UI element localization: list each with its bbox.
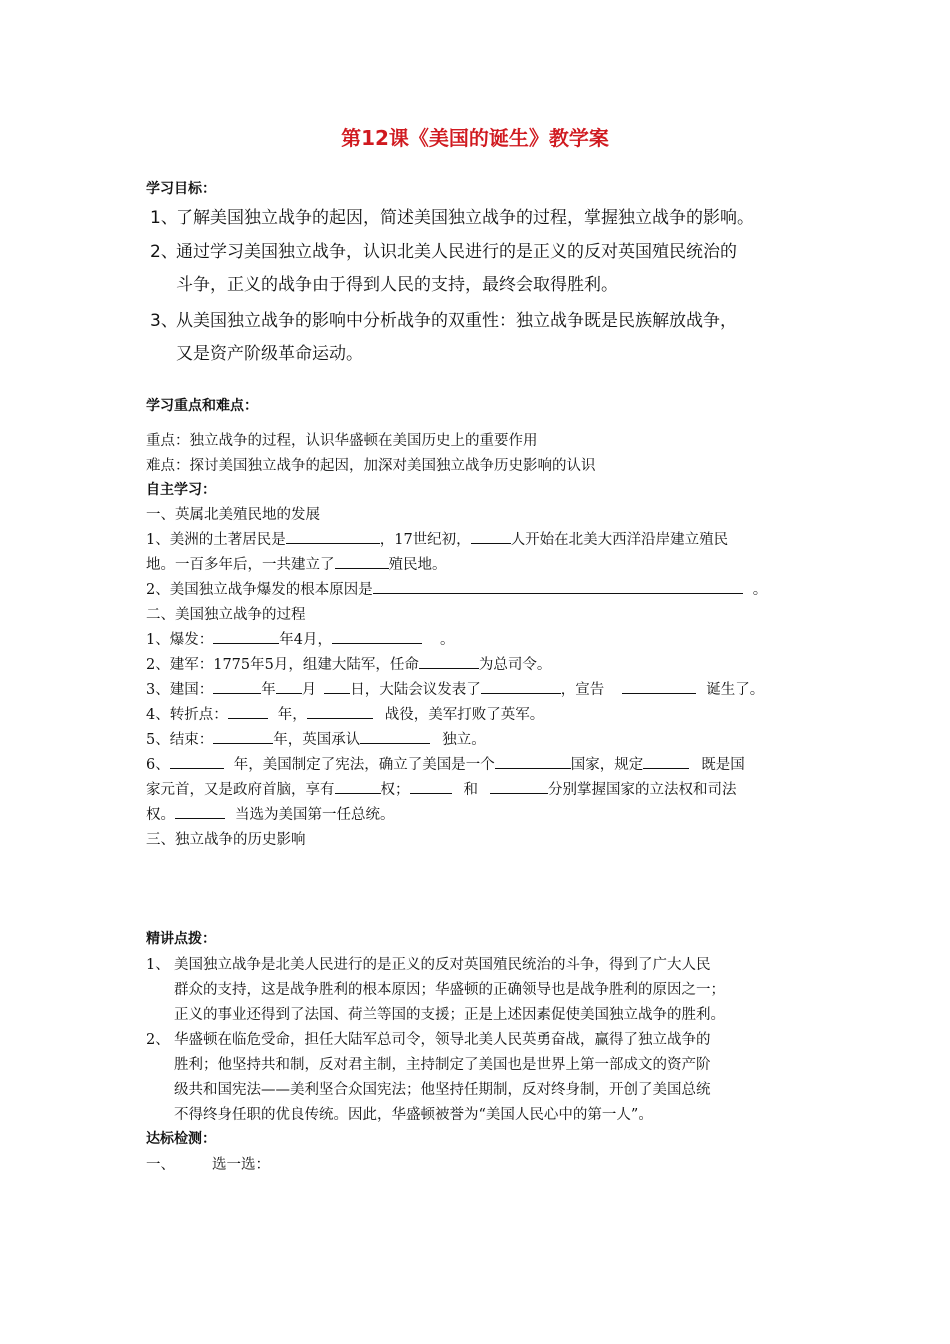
explain-1-line3: 正义的事业还得到了法国、荷兰等国的支援；正是上述因素促使美国独立战争的胜利。 <box>174 1007 725 1023</box>
q2-text-b: 。 <box>752 582 768 598</box>
explain-2-line4: 不得终身任职的优良传统。因此，华盛顿被誉为“美国人民心中的第一人”。 <box>174 1107 653 1123</box>
objective-1-text: 了解美国独立战争的起因，简述美国独立战争的过程，掌握独立战争的影响。 <box>176 208 754 228</box>
process-6-line2 <box>146 778 737 799</box>
process-5 <box>146 728 486 749</box>
test-section-1-num: 一、 <box>146 1157 175 1173</box>
blank[interactable] <box>213 679 261 694</box>
process-1 <box>146 628 454 649</box>
explain-2-line1 <box>146 1028 711 1049</box>
p4-text-c: 战役，美军打败了英军。 <box>384 707 545 723</box>
p6-text-a: 6、 <box>146 757 170 773</box>
p3-text-c: 月 <box>301 682 317 698</box>
section-1-title: 一、英属北美殖民地的发展 <box>146 507 320 523</box>
q1-text-a: 1、美洲的土著居民是 <box>146 532 286 548</box>
process-4 <box>146 703 544 724</box>
objective-2-num: 2、 <box>150 242 178 262</box>
process-6-line3 <box>146 803 395 824</box>
p6-text-g: 和 <box>463 782 478 798</box>
p1-text-c: 。 <box>439 632 455 648</box>
explain-2-num: 2、 <box>146 1032 170 1048</box>
p6-text-j: 当选为美国第一任总统。 <box>235 807 395 823</box>
q1-text-d: 地。一百多年后，一共建立了 <box>146 557 335 573</box>
blank[interactable] <box>643 754 689 769</box>
p3-text-a: 3、建国： <box>146 682 214 698</box>
explain-2-text: 华盛顿在临危受命，担任大陆军总司令，领导北美人民英勇奋战，赢得了独立战争的 <box>174 1032 711 1048</box>
p6-text-e: 家元首，又是政府首脑，享有 <box>146 782 335 798</box>
q2-text-a: 2、美国独立战争爆发的根本原因是 <box>146 582 373 598</box>
p3-text-b: 年 <box>261 682 276 698</box>
blank[interactable] <box>481 679 561 694</box>
blank[interactable] <box>335 554 389 569</box>
blank[interactable] <box>471 529 511 544</box>
blank[interactable] <box>307 704 373 719</box>
blank[interactable] <box>170 754 224 769</box>
objective-3-num: 3、 <box>150 311 178 331</box>
page-title: 第12课《美国的诞生》教学案 <box>341 126 609 150</box>
p1-text-b: 年4月， <box>279 632 332 648</box>
question-2 <box>146 578 767 599</box>
explain-heading: 精讲点拨： <box>146 931 216 947</box>
p1-text-a: 1、爆发： <box>146 632 214 648</box>
objective-2-line2: 斗争，正义的战争由于得到人民的支持，最终会取得胜利。 <box>176 275 618 295</box>
test-section-1 <box>146 1153 270 1174</box>
explain-2-line2: 胜利；他坚持共和制，反对君主制，主持制定了美国也是世界上第一部成文的资产阶 <box>174 1057 711 1073</box>
blank[interactable] <box>622 679 696 694</box>
p6-text-d: 既是国 <box>701 757 745 773</box>
explain-1-num: 1、 <box>146 957 170 973</box>
question-1-line2 <box>146 553 447 574</box>
p4-text-b: 年， <box>277 707 307 723</box>
explain-2-line3: 级共和国宪法——美利坚合众国宪法；他坚持任期制，反对终身制，开创了美国总统 <box>174 1082 711 1098</box>
process-3 <box>146 678 764 699</box>
test-heading: 达标检测： <box>146 1131 216 1147</box>
blank[interactable] <box>213 629 279 644</box>
p4-text-a: 4、转折点： <box>146 707 228 723</box>
process-2 <box>146 653 551 674</box>
p6-text-h: 分别掌握国家的立法权和司法 <box>548 782 737 798</box>
explain-1-text: 美国独立战争是北美人民进行的是正义的反对英国殖民统治的斗争，得到了广大人民 <box>174 957 711 973</box>
p3-text-d: 日，大陆会议发表了 <box>350 682 481 698</box>
self-study-heading: 自主学习： <box>146 482 216 498</box>
q1-text-b: ，17世纪初， <box>379 532 471 548</box>
objective-1 <box>150 203 754 228</box>
test-section-1-label: 选一选： <box>212 1157 270 1173</box>
key-point: 重点：独立战争的过程，认识华盛顿在美国历史上的重要作用 <box>146 433 538 449</box>
blank[interactable] <box>373 579 743 594</box>
blank[interactable] <box>495 754 571 769</box>
blank[interactable] <box>213 729 273 744</box>
p5-text-b: 年，英国承认 <box>273 732 361 748</box>
objective-3 <box>150 306 737 331</box>
q1-text-e: 殖民地。 <box>388 557 447 573</box>
p5-text-c: 独立。 <box>442 732 486 748</box>
objective-3-text: 从美国独立战争的影响中分析战争的双重性：独立战争既是民族解放战争， <box>176 311 737 331</box>
section-3-title: 三、独立战争的历史影响 <box>146 832 306 848</box>
objective-2 <box>150 237 737 262</box>
explain-1-line2: 群众的支持，这是战争胜利的根本原因；华盛顿的正确领导也是战争胜利的原因之一； <box>174 982 725 998</box>
blank[interactable] <box>419 654 479 669</box>
section-2-title: 二、美国独立战争的过程 <box>146 607 306 623</box>
p3-text-f: 诞生了。 <box>706 682 765 698</box>
objectives-heading: 学习目标： <box>146 181 216 197</box>
blank[interactable] <box>228 704 268 719</box>
q1-text-c: 人开始在北美大西洋沿岸建立殖民 <box>510 532 729 548</box>
blank[interactable] <box>360 729 430 744</box>
difficult-point: 难点：探讨美国独立战争的起因，加深对美国独立战争历史影响的认识 <box>146 458 596 474</box>
objective-2-text: 通过学习美国独立战争，认识北美人民进行的是正义的反对英国殖民统治的 <box>176 242 737 262</box>
blank[interactable] <box>410 779 452 794</box>
question-1-line1 <box>146 528 728 549</box>
blank[interactable] <box>286 529 380 544</box>
explain-1-line1 <box>146 953 711 974</box>
blank[interactable] <box>332 629 422 644</box>
objective-3-line2: 又是资产阶级革命运动。 <box>176 344 363 364</box>
p2-text-b: 为总司令。 <box>478 657 552 673</box>
p5-text-a: 5、结束： <box>146 732 214 748</box>
p6-text-i: 权。 <box>146 807 175 823</box>
blank[interactable] <box>276 679 302 694</box>
objective-1-num: 1、 <box>150 208 178 228</box>
blank[interactable] <box>335 779 381 794</box>
p6-text-f: 权； <box>380 782 410 798</box>
p2-text-a: 2、建军：1775年5月，组建大陆军，任命 <box>146 657 419 673</box>
key-points-heading: 学习重点和难点： <box>146 398 258 414</box>
blank[interactable] <box>324 679 350 694</box>
blank[interactable] <box>490 779 548 794</box>
p6-text-b: 年，美国制定了宪法，确立了美国是一个 <box>233 757 495 773</box>
p6-text-c: 国家，规定 <box>570 757 644 773</box>
p3-text-e: ，宣告 <box>560 682 605 698</box>
blank[interactable] <box>175 804 225 819</box>
process-6-line1 <box>146 753 745 774</box>
